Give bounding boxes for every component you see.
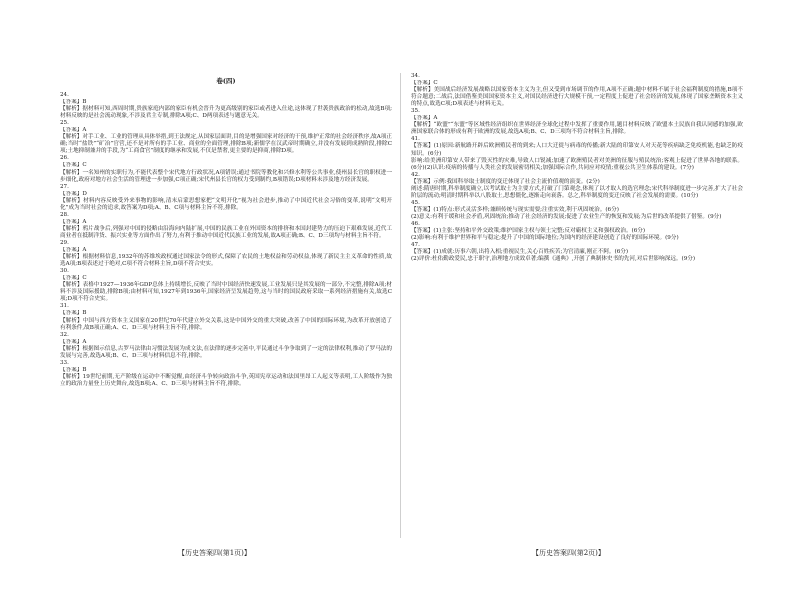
question-number: 45.	[411, 199, 420, 206]
explanation-text: 【解析】美国战后经济发展战略以国家资本主义为主,但又受到市场调节的作用,A项不正确;题中材料不属于社会福利制度的措施,B项不符合题意;二战后,法国借鉴美国国家资本主义,对国民经济进行大规模干预,一定程度上促进了社会经济的发展,体现了国家垄断资本主义的特点,故选C项;D项表述与材料无关。	[411, 87, 743, 108]
question-number: 32.	[60, 331, 69, 338]
answer-item-32	[60, 332, 392, 360]
answer-item-24	[60, 92, 392, 120]
answer-item-27	[60, 184, 392, 212]
answer-text: 【答案】A	[60, 218, 87, 225]
question-number: 25.	[60, 120, 69, 127]
answer-text: 【答案】(1)主张:坚持和平外交政策;维护国家主权与领土完整;反对霸权主义和强权政治。(6分)	[411, 228, 646, 235]
answer-text: 【答案】A	[60, 338, 87, 345]
question-number: 30.	[60, 268, 69, 275]
right-column	[411, 73, 743, 263]
explanation-text: 【解析】19世纪前期,无产阶级在运动中不断觉醒,由经济斗争转向政治斗争,英国宪章运动和法国里昂工人起义等表明,工人阶级作为独立的政治力量登上历史舞台,故选B项;A、C、D三项与材料主旨不符,排除。	[60, 373, 392, 387]
answer-text: 【答案】C	[60, 275, 87, 282]
explanation-text: 【解析】鸦片战争后,列强对中国的侵略由沿海向内陆扩展,中国的民族工业在外国资本的排挤和本国封建势力的压迫下艰难发展,近代工商业者在抵制洋货、振兴实业等方面作出了努力,有利于推动中国近代民族工业的发展,故A项正确;B、C、D三项均与材料主旨不符。	[60, 225, 392, 239]
explanation-text: 【解析】材料内容反映受外来事物的影响,清末启蒙思想家把“文明开化”视为社会进步,推动了中国近代社会习俗的变革,说明“文明开化”成为当时社会的追求,故答案为D项;A、B、C项与材料主旨不符,排除。	[60, 197, 392, 211]
answer-item-25	[60, 120, 392, 155]
question-number: 31.	[60, 303, 69, 310]
footer-page-2: 【历史答案四(第2页)】	[532, 549, 605, 557]
answer-item-42	[411, 172, 743, 200]
answer-text: 【答案】A	[60, 247, 87, 254]
explanation-text: 【解析】“欧盟”“东盟”等区域性经济组织在世界经济全球化过程中发挥了重要作用,题目材料反映了欧盟本土民族自我认同感的加强,欧洲国家联合体的形成有利于欧洲的发展,故选A项;B、C、D三项均不符合材料主旨,排除。	[411, 122, 743, 136]
footer-page-1: 【历史答案四(第1页)】	[178, 549, 251, 557]
question-number: 27.	[60, 183, 69, 190]
question-number: 35.	[411, 108, 420, 115]
answer-item-29	[60, 240, 392, 268]
question-number: 41.	[411, 136, 420, 143]
answer-text: 【答案】示例:我国科举取士制度的变迁体现了社会主流价值观的演变。(2分)	[411, 178, 600, 185]
question-number: 34.	[411, 73, 420, 79]
answer-text: 【答案】B	[60, 99, 87, 106]
question-number: 29.	[60, 239, 69, 246]
answer-text: 【答案】B	[60, 310, 87, 317]
explanation-text: 【解析】中国与西方资本主义国家在20世纪70年代建立外交关系,这是中国外交的重大突破,改善了中国的国际环境,为改革开放创造了有利条件,故B项正确;A、C、D三项与材料主旨不符,排除。	[60, 317, 392, 331]
question-number: 42.	[411, 171, 420, 178]
answer-item-33	[60, 360, 392, 388]
answer-text: 【答案】B	[60, 366, 87, 373]
explanation-text: (2)影响:有利于维护世界和平与稳定;提升了中国的国际地位;为国内的经济建设创造了良好的国际环境。(9分)	[411, 235, 679, 242]
explanation-text: 影响:给美洲印第安人带来了毁灭性的灾难,导致人口锐减;加速了欧洲殖民者对美洲的征服与殖民统治;客观上促进了世界各地的联系。(6分)(2)认识:疫病的传播与人类社会的发展密切相关;加强国际合作,共同应对疫情;重视公共卫生体系的建设。(7分)	[411, 157, 743, 171]
answer-item-30	[60, 268, 392, 303]
answer-item-31	[60, 303, 392, 331]
explanation-text: 【解析】对手工业、工业的管理从具体举措,到王法规定,从国家层面讲,目的是增强国家对经济的干预,维护正常的社会经济秩序,故A项正确;当时“盐铁”“矿冶”官营,还不是对所有的手工业、商业的全面管理,排除B项;新儒学在汉武帝时期确立,并没有发展到成熟阶段,排除C项;土地抑制兼并的手段,为“工商食官”制度的继承和发展,不仅是禁奢,更主要的是抑商,排除D项。	[60, 134, 392, 155]
explanation-text: 【解析】据材料可知,西周时期,贵族家庭内部的家臣有机会晋升为更高级别的家臣或者进入仕途,这体现了世袭贵族政治的松动,故选B项;材料反映的是社会流动现象,不涉及君主专制,排除A项;C、D两项表述与题意无关。	[60, 106, 392, 120]
question-number: 28.	[60, 211, 69, 218]
answer-item-35	[411, 108, 743, 136]
answer-item-34	[411, 73, 743, 108]
answer-item-28	[60, 212, 392, 240]
explanation-text: 【解析】根据材料信息,1932年的苏维埃政权通过国家法令的形式,保障了农民的土地权益和劳动权益,体现了新民主主义革命的性质,故选A项;B项表述过于绝对,C项不符合材料主旨,D项不符合史实。	[60, 254, 392, 268]
answer-item-47	[411, 242, 743, 263]
explanation-text: 阐述:隋唐时期,科举制度确立,以考试取士为主要方式,打破了门第观念,体现了以才取人的选官理念;宋代科举制度进一步完善,扩大了社会阶层的流动;明清时期科举以八股取士,思想僵化,逐渐走向衰落。总之,科举制度的变迁反映了社会发展的需要。(10分)	[411, 185, 743, 199]
left-column	[60, 92, 392, 388]
answer-text: 【答案】C	[60, 162, 87, 169]
answer-text: 【答案】(1)成就:历事六朝,出将入相;重视民生,关心百姓疾苦;为官清廉,刚正不阿。(6分)	[411, 249, 629, 256]
answer-text: 【答案】(1)原因:新航路开辟后欧洲殖民者的到来;人口大迁徙与病毒的传播;新大陆的印第安人对天花等疾病缺乏免疫机能,也缺乏防疫知识。(6分)	[411, 143, 743, 157]
answer-text: 【答案】C	[411, 80, 438, 87]
answer-item-26	[60, 155, 392, 183]
explanation-text: 【解析】根据图示信息,古罗马法律由习惯法发展为成文法,在法律的逐步完善中,平民通过斗争争取到了一定的法律权利,推动了罗马法的发展与完善,故选A项;B、C、D三项与材料信息不符,排除。	[60, 345, 392, 359]
answer-text: 【答案】(1)特点:形式灵活多样;兼顾传统与现实需要;注重实效,利于巩固统治。(6分)	[411, 206, 619, 213]
section-title: 卷(四)	[216, 77, 236, 85]
explanation-text: 【解析】表格中1927—1936年GDP总体上持续增长,反映了当时中国经济快速发展,工业发展只是其发展的一部分,不完整,排除A项;材料不涉及国际援助,排除B项;由材料可知,1927年到1936年,国家经济呈发展趋势,这与当时的国民政府采取一系列经济措施有关,故选C项;D项不符合史实。	[60, 282, 392, 303]
question-number: 46.	[411, 220, 420, 227]
explanation-text: 【解析】一名知州的实职行为,不能代表整个宋代地方行政状况,A项错误;通过书院等教化和兴修水利等公共事业,使州县长官的职权进一步细化,政府对地方社会生活的管理进一步加强,C项正确;宋代州县长官的权力受到制约,B项错误;D项材料未涉及地方经济发展。	[60, 169, 392, 183]
explanation-text: (2)意义:有利于缓和社会矛盾,巩固统治;推动了社会经济的发展;促进了农业生产的恢复和发展;为后世的改革提供了借鉴。(9分)	[411, 213, 722, 220]
column-divider	[400, 73, 401, 538]
answer-text: 【答案】A	[60, 127, 87, 134]
question-number: 24.	[60, 92, 69, 98]
answer-text: 【答案】D	[60, 190, 87, 197]
explanation-text: (2)评价:杜佑勤政爱民,忠于职守,治理地方成效卓著;编撰《通典》,开创了典制体史书的先河,对后世影响深远。(9分)	[411, 256, 696, 263]
answer-text: 【答案】A	[411, 115, 438, 122]
question-number: 26.	[60, 155, 69, 162]
answer-item-46	[411, 221, 743, 242]
answer-item-41	[411, 136, 743, 171]
question-number: 33.	[60, 359, 69, 366]
question-number: 47.	[411, 242, 420, 249]
answer-item-45	[411, 200, 743, 221]
